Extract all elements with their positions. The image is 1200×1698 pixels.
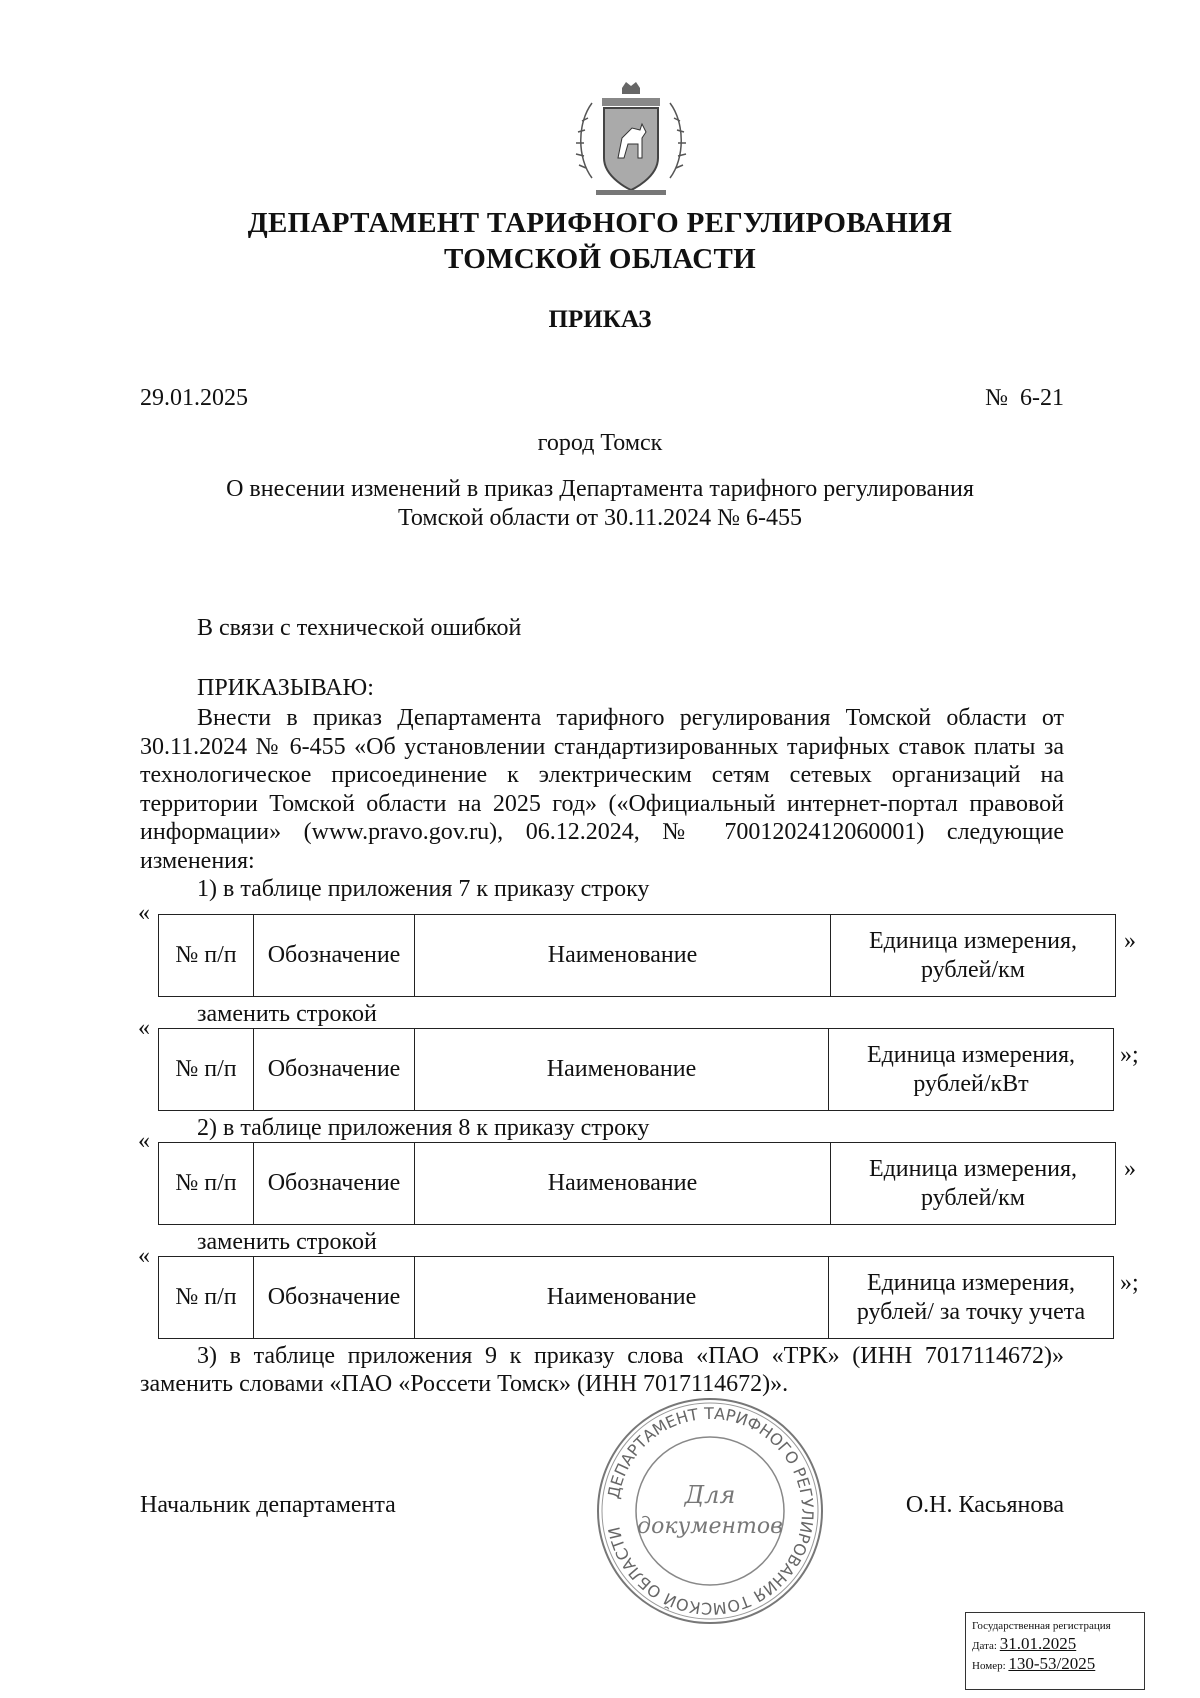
registration-number-value: 130-53/2025 bbox=[1008, 1654, 1096, 1673]
registration-date-row bbox=[972, 1635, 1138, 1655]
cell-designation: Обозначение bbox=[254, 1029, 415, 1111]
seal-center-line-1: Для bbox=[684, 1481, 736, 1509]
unit-line-2: рублей/ за точку учета bbox=[856, 1298, 1086, 1325]
item-2-text: 2) в таблице приложения 8 к приказу строку bbox=[197, 1115, 650, 1141]
registration-date-label: Дата: bbox=[972, 1640, 997, 1652]
unit-line-1: Единица измерения, bbox=[866, 1041, 1076, 1068]
replace-2-text: заменить строкой bbox=[197, 1229, 377, 1255]
table-2 bbox=[158, 1028, 1114, 1111]
intro-paragraph: Внести в приказ Департамента тарифного регулирования Томской области от 30.11.2024 № 6-455 «Об установлении стандартизированных тарифных ставок платы за технологическое присоединение к электрическим сетям сетевых организаций на территории Томской области на 2025 год» («Официальный интернет-портал правовой информации» (www.pravo.gov.ru), 06.12.2024, № 7001202412060001) следующие изменения: bbox=[140, 705, 1064, 874]
org-line-1: ДЕПАРТАМЕНТ ТАРИФНОГО РЕГУЛИРОВАНИЯ bbox=[247, 207, 953, 239]
item-3-text: 3) в таблице приложения 9 к приказу слова «ПАО «ТРК» (ИНН 7017114672)» заменить словами «ПАО «Россети Томск» (ИНН 7017114672)». bbox=[140, 1343, 1064, 1397]
cell-number: № п/п bbox=[159, 1029, 254, 1111]
unit-line-1: Единица измерения, bbox=[866, 1269, 1076, 1296]
table-3-close-quote: » bbox=[1124, 1156, 1136, 1182]
unit-line-1: Единица измерения, bbox=[868, 927, 1078, 954]
registration-date-value: 31.01.2025 bbox=[999, 1634, 1077, 1653]
org-line-2: ТОМСКОЙ ОБЛАСТИ bbox=[444, 243, 756, 275]
cell-number: № п/п bbox=[159, 1143, 254, 1225]
cell-designation: Обозначение bbox=[254, 915, 415, 997]
cell-unit bbox=[829, 1257, 1114, 1339]
subject-line-2: Томской области от 30.11.2024 № 6-455 bbox=[398, 505, 802, 531]
cell-name: Наименование bbox=[415, 1143, 831, 1225]
cell-name: Наименование bbox=[415, 1257, 829, 1339]
item-1-text: 1) в таблице приложения 7 к приказу строку bbox=[197, 876, 650, 902]
table-4-close-quote: »; bbox=[1120, 1270, 1139, 1296]
cell-unit bbox=[831, 1143, 1116, 1225]
table-1-open-quote: « bbox=[138, 900, 150, 926]
unit-line-2: рублей/кВт bbox=[913, 1070, 1029, 1097]
unit-line-1: Единица измерения, bbox=[868, 1155, 1078, 1182]
signatory-position: Начальник департамента bbox=[140, 1492, 396, 1518]
coat-of-arms-icon bbox=[572, 78, 690, 202]
table-row bbox=[159, 1029, 1114, 1111]
unit-line-2: рублей/км bbox=[921, 1184, 1025, 1211]
table-4-open-quote: « bbox=[138, 1243, 150, 1269]
table-3-open-quote: « bbox=[138, 1128, 150, 1154]
table-1-close-quote: » bbox=[1124, 928, 1136, 954]
cell-unit bbox=[829, 1029, 1114, 1111]
order-date: 29.01.2025 bbox=[140, 385, 248, 411]
table-row bbox=[159, 1257, 1114, 1339]
order-subject bbox=[0, 475, 1200, 533]
registration-title: Государственная регистрация bbox=[972, 1620, 1111, 1632]
registration-stamp bbox=[965, 1612, 1145, 1690]
replace-1-text: заменить строкой bbox=[197, 1001, 377, 1027]
cell-number: № п/п bbox=[159, 915, 254, 997]
seal-ring-text: ДЕПАРТАМЕНТ ТАРИФНОГО РЕГУЛИРОВАНИЯ ТОМСКОЙ ОБЛАСТИ bbox=[603, 1403, 818, 1619]
table-1 bbox=[158, 914, 1116, 997]
subject-line-1: О внесении изменений в приказ Департамента тарифного регулирования bbox=[226, 476, 974, 502]
cell-unit bbox=[831, 915, 1116, 997]
organization-name bbox=[0, 205, 1200, 277]
city: город Томск bbox=[537, 430, 663, 456]
reason-text: В связи с технической ошибкой bbox=[197, 615, 522, 641]
cell-designation: Обозначение bbox=[254, 1257, 415, 1339]
unit-line-2: рублей/км bbox=[921, 956, 1025, 983]
table-row bbox=[159, 1143, 1116, 1225]
table-2-close-quote: »; bbox=[1120, 1042, 1139, 1068]
official-seal-icon bbox=[594, 1395, 826, 1627]
cell-name: Наименование bbox=[415, 915, 831, 997]
seal-center-line-2: документов bbox=[637, 1514, 783, 1539]
registration-number-label: Номер: bbox=[972, 1660, 1006, 1672]
registration-number-row bbox=[972, 1655, 1138, 1675]
cell-designation: Обозначение bbox=[254, 1143, 415, 1225]
cell-name: Наименование bbox=[415, 1029, 829, 1111]
table-3 bbox=[158, 1142, 1116, 1225]
table-row bbox=[159, 915, 1116, 997]
cell-number: № п/п bbox=[159, 1257, 254, 1339]
table-4 bbox=[158, 1256, 1114, 1339]
order-word: ПРИКАЗЫВАЮ: bbox=[197, 675, 374, 701]
table-2-open-quote: « bbox=[138, 1015, 150, 1041]
document-type: ПРИКАЗ bbox=[548, 306, 652, 333]
order-number: № 6-21 bbox=[985, 385, 1064, 411]
signatory-name: О.Н. Касьянова bbox=[905, 1492, 1064, 1518]
